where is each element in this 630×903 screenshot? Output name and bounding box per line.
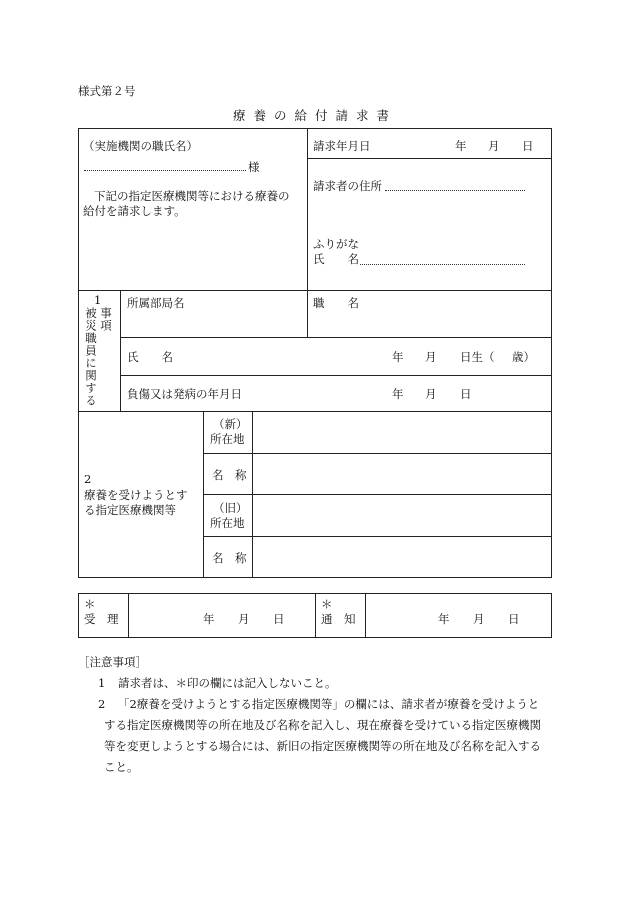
injury-day: 日 (460, 387, 472, 401)
birth-year: 年 (392, 350, 404, 364)
section-2-number: 2 (84, 472, 92, 486)
form-title: 療養の給付請求書 (232, 108, 397, 123)
birth-month: 月 (425, 350, 437, 364)
notice-label: 通 知 (321, 612, 356, 626)
new-location-field[interactable] (253, 412, 551, 452)
institution-head-field[interactable] (84, 170, 246, 171)
old-name-label: 名 称 (212, 551, 247, 565)
note-1-text: 請求者は、＊印の欄には記入しないこと。 (118, 676, 337, 690)
receipt-day: 日 (273, 612, 285, 626)
job-label: 職 名 (313, 296, 359, 310)
age-suffix: 歳） (512, 350, 535, 364)
section-1-heading-col1: 被災職員に関する (84, 307, 98, 407)
note-1-number: 1 (98, 676, 106, 690)
new-prefix: （新） (213, 417, 248, 431)
new-name-label: 名 称 (212, 468, 247, 482)
notice-month: 月 (473, 612, 485, 626)
name-field[interactable] (360, 264, 525, 265)
injury-month: 月 (425, 387, 437, 401)
address-field[interactable] (385, 190, 525, 191)
address-label: 請求者の住所 (313, 179, 382, 193)
note-2-line4: こと。 (104, 760, 139, 774)
furigana-label: ふりがな (313, 237, 359, 251)
notice-star: ＊ (321, 597, 333, 611)
request-text-line1: 下記の指定医療機関等における療養の (94, 189, 290, 203)
receipt-star: ＊ (84, 597, 96, 611)
note-2-line3: 等を変更しようとする場合には、新旧の指定医療機関等の所在地及び名称を記入する (104, 739, 541, 753)
dept-label: 所属部局名 (127, 296, 185, 310)
new-location-label: 所在地 (210, 432, 245, 446)
honorific: 様 (248, 160, 260, 174)
old-location-field[interactable] (253, 495, 551, 535)
institution-head-label: （実施機関の職氏名） (83, 139, 198, 153)
notice-day: 日 (508, 612, 520, 626)
receipt-label: 受 理 (84, 612, 119, 626)
section-1-heading-col2: 事項 (99, 307, 113, 332)
birth-day-suffix: 日生（ (460, 350, 495, 364)
note-2-line1: 「2療養を受けようとする指定医療機関等」の欄には、請求者が療養を受けようと (118, 697, 540, 711)
name-label: 氏 名 (313, 252, 359, 266)
old-name-field[interactable] (253, 537, 551, 577)
receipt-month: 月 (238, 612, 250, 626)
new-name-field[interactable] (253, 454, 551, 493)
employee-name-label: 氏 名 (127, 350, 173, 364)
request-date-day: 日 (522, 139, 534, 153)
notice-year: 年 (438, 612, 450, 626)
request-text-line2: 給付を請求します。 (83, 204, 186, 218)
injury-date-label: 負傷又は発病の年月日 (127, 387, 242, 401)
section-1-number: 1 (94, 293, 102, 307)
form-number: 様式第２号 (78, 84, 136, 98)
request-date-month: 月 (488, 139, 500, 153)
notes-heading: ［注意事項］ (78, 655, 147, 669)
request-date-year: 年 (455, 139, 467, 153)
injury-year: 年 (392, 387, 404, 401)
section-2-label-line1: 療養を受けようとす (84, 488, 188, 502)
section-2-label-line2: る指定医療機関等 (84, 503, 176, 517)
receipt-year: 年 (203, 612, 215, 626)
note-2-number: 2 (98, 697, 106, 711)
request-date-label: 請求年月日 (313, 139, 371, 153)
note-2-line2: する指定医療機関等の所在地及び名称を記入し、現在療養を受けている指定医療機関 (104, 718, 541, 732)
old-prefix: （旧） (213, 501, 248, 515)
old-location-label: 所在地 (210, 516, 245, 530)
